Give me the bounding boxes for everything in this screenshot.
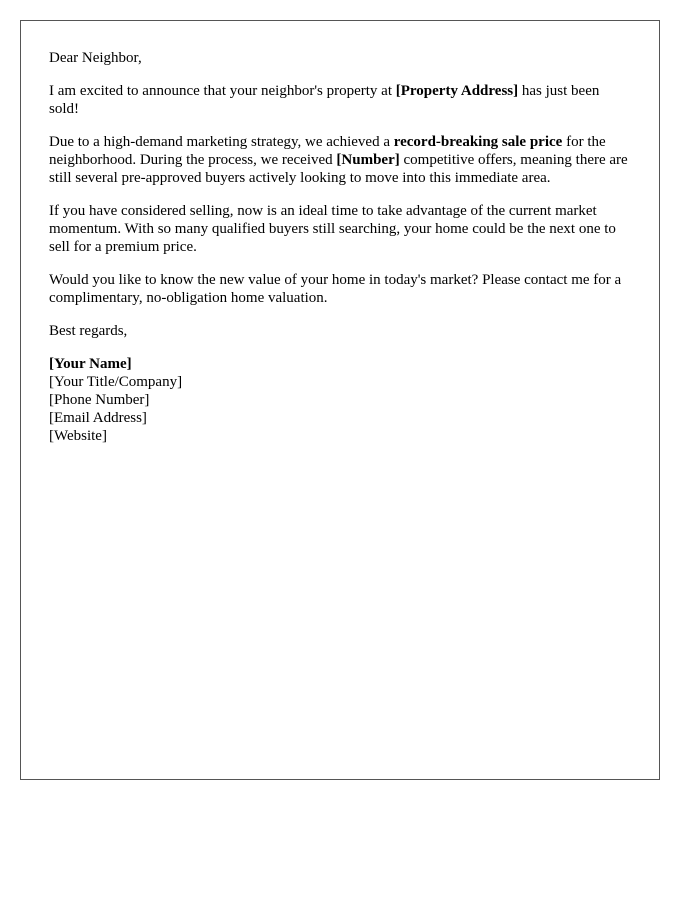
p1-text-c: has just been sold! bbox=[49, 83, 600, 117]
p2-text-e: competitive offers, meaning there are still several pre-approved buyers actively looking to move into this immediate area. bbox=[49, 152, 628, 186]
signature-block bbox=[49, 355, 631, 445]
paragraph-selling-opportunity: If you have considered selling, now is an ideal time to take advantage of the current market momentum. With so many qualified buyers still searching, your home could be the next one to sell for a premium price. bbox=[49, 203, 616, 255]
signature-email: [Email Address] bbox=[49, 410, 147, 426]
p1-text-a: I am excited to announce that your neighbor's property at bbox=[49, 83, 396, 99]
paragraph-sale-announcement bbox=[49, 82, 631, 118]
p2-text-c: for the neighborhood. During the process, we received bbox=[49, 134, 606, 168]
number-placeholder: [Number] bbox=[336, 152, 400, 168]
paragraph-marketing bbox=[49, 133, 631, 187]
signature-website: [Website] bbox=[49, 428, 107, 444]
p2-text-a: Due to a high-demand marketing strategy, we achieved a bbox=[49, 134, 394, 150]
letter-closing: Best regards, bbox=[49, 323, 128, 339]
signature-phone: [Phone Number] bbox=[49, 392, 150, 408]
signature-name: [Your Name] bbox=[49, 356, 132, 372]
letter-page bbox=[20, 20, 660, 780]
signature-title: [Your Title/Company] bbox=[49, 374, 183, 390]
record-price-highlight: record-breaking sale price bbox=[393, 134, 563, 150]
letter-greeting: Dear Neighbor, bbox=[49, 50, 142, 66]
paragraph-valuation-offer: Would you like to know the new value of your home in today's market? Please contact me for a complimentary, no-obligation home valuation. bbox=[49, 272, 622, 306]
property-address-placeholder: [Property Address] bbox=[395, 83, 519, 99]
